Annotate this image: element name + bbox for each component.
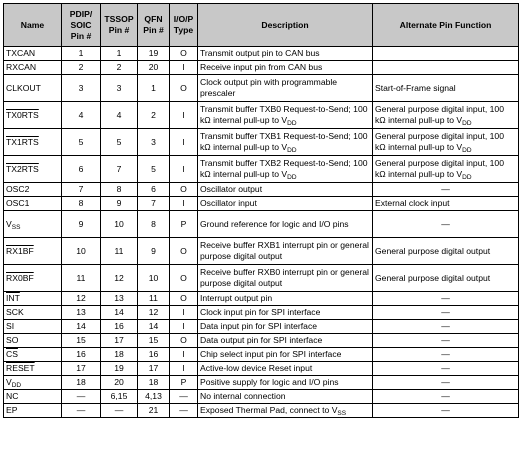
cell-io: O bbox=[170, 47, 198, 61]
cell-tssop: 5 bbox=[101, 129, 138, 156]
cell-pdip: 17 bbox=[62, 362, 101, 376]
cell-io: I bbox=[170, 129, 198, 156]
cell-io: I bbox=[170, 362, 198, 376]
cell-pdip: 9 bbox=[62, 211, 101, 238]
cell-name: RX0BF bbox=[4, 265, 62, 292]
table-row bbox=[4, 211, 519, 238]
table-row bbox=[4, 183, 519, 197]
cell-tssop: 13 bbox=[101, 292, 138, 306]
cell-name: RX1BF bbox=[4, 238, 62, 265]
cell-tssop: 19 bbox=[101, 362, 138, 376]
cell-qfn: 3 bbox=[138, 129, 170, 156]
cell-io: O bbox=[170, 334, 198, 348]
cell-alt: General purpose digital output bbox=[373, 238, 519, 265]
cell-name: SCK bbox=[4, 306, 62, 320]
cell-io: I bbox=[170, 197, 198, 211]
table-row bbox=[4, 320, 519, 334]
cell-tssop: 1 bbox=[101, 47, 138, 61]
cell-name: $V_{SS}$ bbox=[4, 211, 62, 238]
cell-qfn: 8 bbox=[138, 211, 170, 238]
cell-io: O bbox=[170, 75, 198, 102]
cell-desc: Active-low device Reset input bbox=[198, 362, 373, 376]
cell-desc: Receive input pin from CAN bus bbox=[198, 61, 373, 75]
cell-io: — bbox=[170, 390, 198, 404]
cell-alt: — bbox=[373, 362, 519, 376]
cell-desc: Interrupt output pin bbox=[198, 292, 373, 306]
cell-desc: Chip select input pin for SPI interface bbox=[198, 348, 373, 362]
cell-desc: Receive buffer RXB0 interrupt pin or general purpose digital output bbox=[198, 265, 373, 292]
cell-name: TX1RTS bbox=[4, 129, 62, 156]
table-row bbox=[4, 306, 519, 320]
cell-pdip: 16 bbox=[62, 348, 101, 362]
cell-io: I bbox=[170, 102, 198, 129]
cell-alt: External clock input bbox=[373, 197, 519, 211]
cell-desc: Oscillator output bbox=[198, 183, 373, 197]
cell-tssop: 16 bbox=[101, 320, 138, 334]
table-row bbox=[4, 197, 519, 211]
cell-tssop: 20 bbox=[101, 376, 138, 390]
cell-name: $\overline{CS}$ bbox=[4, 348, 62, 362]
cell-qfn: 5 bbox=[138, 156, 170, 183]
cell-tssop: 10 bbox=[101, 211, 138, 238]
cell-alt: General purpose digital input, 100 kΩ internal pull-up to $V_{DD}$ bbox=[373, 129, 519, 156]
cell-pdip: 11 bbox=[62, 265, 101, 292]
table-row bbox=[4, 362, 519, 376]
cell-qfn: 2 bbox=[138, 102, 170, 129]
table-row bbox=[4, 129, 519, 156]
cell-qfn: 12 bbox=[138, 306, 170, 320]
cell-alt: — bbox=[373, 376, 519, 390]
cell-io: P bbox=[170, 376, 198, 390]
cell-io: — bbox=[170, 404, 198, 418]
cell-tssop: 3 bbox=[101, 75, 138, 102]
cell-alt: General purpose digital input, 100 kΩ internal pull-up to $V_{DD}$ bbox=[373, 102, 519, 129]
cell-qfn: 14 bbox=[138, 320, 170, 334]
cell-qfn: 4,13 bbox=[138, 390, 170, 404]
cell-tssop: 9 bbox=[101, 197, 138, 211]
table-row bbox=[4, 156, 519, 183]
cell-io: O bbox=[170, 292, 198, 306]
cell-pdip: 10 bbox=[62, 238, 101, 265]
cell-desc: Transmit buffer TXB1 Request-to-Send; 100 kΩ internal pull-up to $V_{DD}$ bbox=[198, 129, 373, 156]
cell-qfn: 1 bbox=[138, 75, 170, 102]
cell-desc: Ground reference for logic and I/O pins bbox=[198, 211, 373, 238]
cell-desc: Transmit buffer TXB0 Request-to-Send; 100 kΩ internal pull-up to $V_{DD}$ bbox=[198, 102, 373, 129]
cell-tssop: 18 bbox=[101, 348, 138, 362]
cell-name: RESET bbox=[4, 362, 62, 376]
cell-alt: — bbox=[373, 390, 519, 404]
cell-io: I bbox=[170, 61, 198, 75]
cell-name: $\overline{INT}$ bbox=[4, 292, 62, 306]
cell-desc: Data output pin for SPI interface bbox=[198, 334, 373, 348]
cell-pdip: 14 bbox=[62, 320, 101, 334]
table-row bbox=[4, 334, 519, 348]
cell-desc: No internal connection bbox=[198, 390, 373, 404]
cell-io: I bbox=[170, 306, 198, 320]
header-name: Name bbox=[4, 4, 62, 47]
header-row bbox=[4, 4, 519, 47]
header-qfn: QFN Pin # bbox=[138, 4, 170, 47]
cell-desc: Transmit output pin to CAN bus bbox=[198, 47, 373, 61]
cell-tssop: 14 bbox=[101, 306, 138, 320]
table-row bbox=[4, 61, 519, 75]
cell-io: O bbox=[170, 238, 198, 265]
cell-io: P bbox=[170, 211, 198, 238]
cell-qfn: 16 bbox=[138, 348, 170, 362]
cell-tssop: 6,15 bbox=[101, 390, 138, 404]
cell-pdip: 2 bbox=[62, 61, 101, 75]
cell-alt: General purpose digital output bbox=[373, 265, 519, 292]
cell-name: OSC2 bbox=[4, 183, 62, 197]
cell-tssop: 7 bbox=[101, 156, 138, 183]
cell-name: TX2RTS bbox=[4, 156, 62, 183]
cell-pdip: 3 bbox=[62, 75, 101, 102]
cell-name: TXCAN bbox=[4, 47, 62, 61]
cell-qfn: 6 bbox=[138, 183, 170, 197]
cell-tssop: — bbox=[101, 404, 138, 418]
table-row bbox=[4, 404, 519, 418]
cell-name: NC bbox=[4, 390, 62, 404]
cell-pdip: 13 bbox=[62, 306, 101, 320]
cell-pdip: 1 bbox=[62, 47, 101, 61]
cell-io: O bbox=[170, 265, 198, 292]
cell-name: CLKOUT bbox=[4, 75, 62, 102]
cell-io: I bbox=[170, 320, 198, 334]
cell-pdip: 8 bbox=[62, 197, 101, 211]
cell-desc: Receive buffer RXB1 interrupt pin or general purpose digital output bbox=[198, 238, 373, 265]
cell-desc: Data input pin for SPI interface bbox=[198, 320, 373, 334]
cell-desc: Clock input pin for SPI interface bbox=[198, 306, 373, 320]
cell-alt: — bbox=[373, 306, 519, 320]
header-description: Description bbox=[198, 4, 373, 47]
cell-qfn: 21 bbox=[138, 404, 170, 418]
cell-pdip: 15 bbox=[62, 334, 101, 348]
cell-name: SI bbox=[4, 320, 62, 334]
cell-tssop: 17 bbox=[101, 334, 138, 348]
cell-tssop: 4 bbox=[101, 102, 138, 129]
cell-qfn: 11 bbox=[138, 292, 170, 306]
table-row bbox=[4, 376, 519, 390]
cell-qfn: 18 bbox=[138, 376, 170, 390]
cell-alt: — bbox=[373, 183, 519, 197]
cell-qfn: 20 bbox=[138, 61, 170, 75]
cell-pdip: 12 bbox=[62, 292, 101, 306]
table-row bbox=[4, 75, 519, 102]
table-row bbox=[4, 102, 519, 129]
pin-description-table bbox=[3, 3, 519, 418]
cell-alt: General purpose digital input, 100 kΩ internal pull-up to $V_{DD}$ bbox=[373, 156, 519, 183]
table-row bbox=[4, 265, 519, 292]
cell-qfn: 17 bbox=[138, 362, 170, 376]
cell-qfn: 7 bbox=[138, 197, 170, 211]
cell-pdip: 7 bbox=[62, 183, 101, 197]
cell-tssop: 11 bbox=[101, 238, 138, 265]
cell-name: $V_{DD}$ bbox=[4, 376, 62, 390]
table-row bbox=[4, 47, 519, 61]
cell-pdip: — bbox=[62, 390, 101, 404]
cell-alt bbox=[373, 61, 519, 75]
cell-alt: — bbox=[373, 320, 519, 334]
cell-name: OSC1 bbox=[4, 197, 62, 211]
pin-rows bbox=[4, 47, 519, 418]
cell-qfn: 15 bbox=[138, 334, 170, 348]
cell-desc: Transmit buffer TXB2 Request-to-Send; 100 kΩ internal pull-up to $V_{DD}$ bbox=[198, 156, 373, 183]
cell-desc: Clock output pin with programmable prescaler bbox=[198, 75, 373, 102]
cell-alt: — bbox=[373, 292, 519, 306]
cell-io: I bbox=[170, 156, 198, 183]
cell-alt: Start-of-Frame signal bbox=[373, 75, 519, 102]
table-row bbox=[4, 292, 519, 306]
cell-tssop: 8 bbox=[101, 183, 138, 197]
cell-alt: — bbox=[373, 211, 519, 238]
cell-name: RXCAN bbox=[4, 61, 62, 75]
header-io-type: I/O/P Type bbox=[170, 4, 198, 47]
header-alternate-function: Alternate Pin Function bbox=[373, 4, 519, 47]
cell-alt: — bbox=[373, 334, 519, 348]
cell-tssop: 12 bbox=[101, 265, 138, 292]
header-tssop: TSSOP Pin # bbox=[101, 4, 138, 47]
cell-qfn: 10 bbox=[138, 265, 170, 292]
table-row bbox=[4, 348, 519, 362]
table-row bbox=[4, 238, 519, 265]
header-pdip-soic: PDIP/ SOIC Pin # bbox=[62, 4, 101, 47]
cell-alt: — bbox=[373, 404, 519, 418]
cell-io: I bbox=[170, 348, 198, 362]
cell-alt: — bbox=[373, 348, 519, 362]
cell-name: SO bbox=[4, 334, 62, 348]
cell-desc: Positive supply for logic and I/O pins bbox=[198, 376, 373, 390]
cell-qfn: 19 bbox=[138, 47, 170, 61]
cell-tssop: 2 bbox=[101, 61, 138, 75]
cell-desc: Oscillator input bbox=[198, 197, 373, 211]
cell-name: TX0RTS bbox=[4, 102, 62, 129]
cell-qfn: 9 bbox=[138, 238, 170, 265]
cell-pdip: 5 bbox=[62, 129, 101, 156]
cell-pdip: 18 bbox=[62, 376, 101, 390]
table-row bbox=[4, 390, 519, 404]
cell-name: EP bbox=[4, 404, 62, 418]
cell-alt bbox=[373, 47, 519, 61]
cell-pdip: — bbox=[62, 404, 101, 418]
cell-pdip: 4 bbox=[62, 102, 101, 129]
cell-io: O bbox=[170, 183, 198, 197]
cell-desc: Exposed Thermal Pad, connect to $V_{SS}$ bbox=[198, 404, 373, 418]
cell-pdip: 6 bbox=[62, 156, 101, 183]
